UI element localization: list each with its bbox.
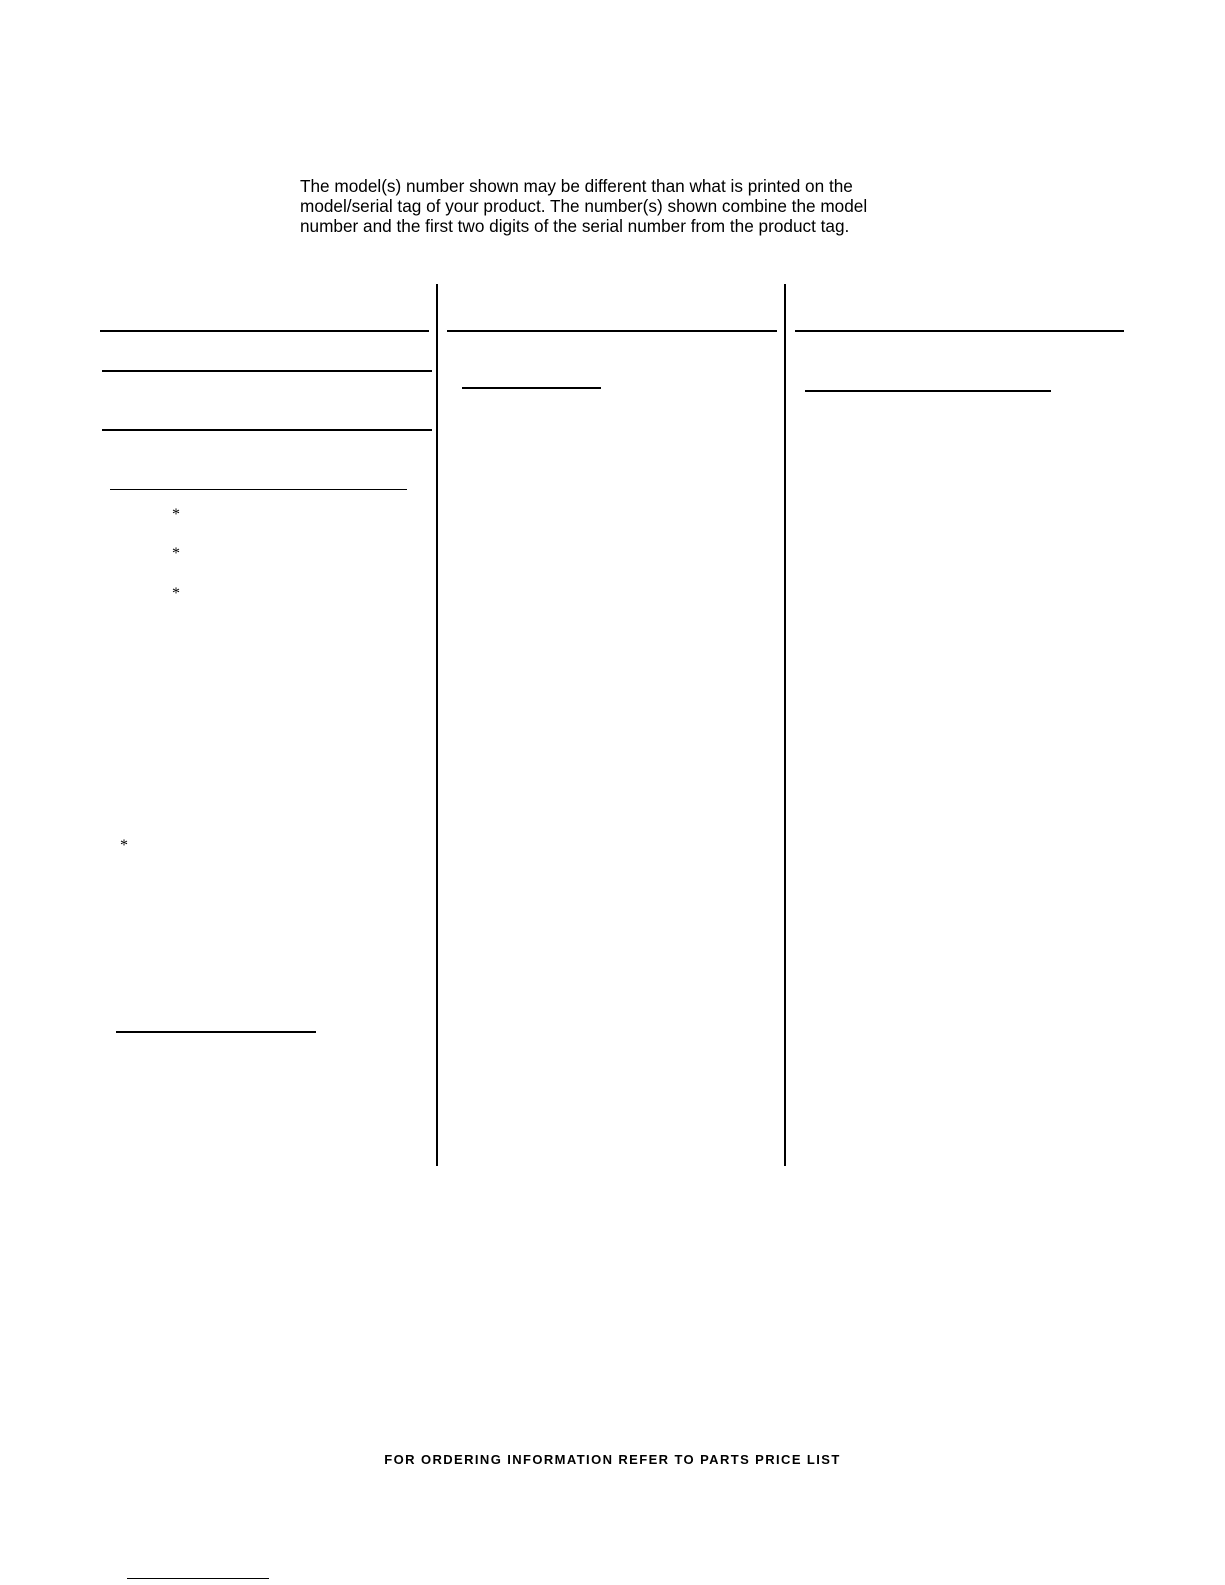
column-1-rule-2 [102, 370, 432, 372]
asterisk-marker-4: * [120, 837, 128, 854]
notice-line-1: The model(s) number shown may be different than what is printed on the [300, 176, 853, 196]
column-1-subheading-rule [110, 489, 407, 490]
column-3-subheading-rule [805, 390, 1051, 392]
column-2-subheading-rule [462, 387, 601, 389]
column-divider-right [784, 284, 786, 1166]
notice-line-2: model/serial tag of your product. The number(s) shown combine the model [300, 196, 868, 216]
model-number-notice [300, 176, 940, 236]
column-divider-left [436, 284, 438, 1166]
column-2-header-rule [447, 330, 777, 332]
bottom-rule [127, 1578, 269, 1579]
column-1-header-rule [100, 330, 429, 332]
asterisk-marker-1: * [172, 506, 180, 523]
notice-line-3: number and the first two digits of the serial number from the product tag. [300, 216, 850, 236]
ordering-information-footer: FOR ORDERING INFORMATION REFER TO PARTS PRICE LIST [384, 1452, 841, 1467]
column-3-header-rule [795, 330, 1124, 332]
asterisk-marker-3: * [172, 585, 180, 602]
asterisk-marker-2: * [172, 545, 180, 562]
column-1-section-rule [116, 1031, 316, 1033]
column-1-rule-3 [102, 429, 432, 431]
